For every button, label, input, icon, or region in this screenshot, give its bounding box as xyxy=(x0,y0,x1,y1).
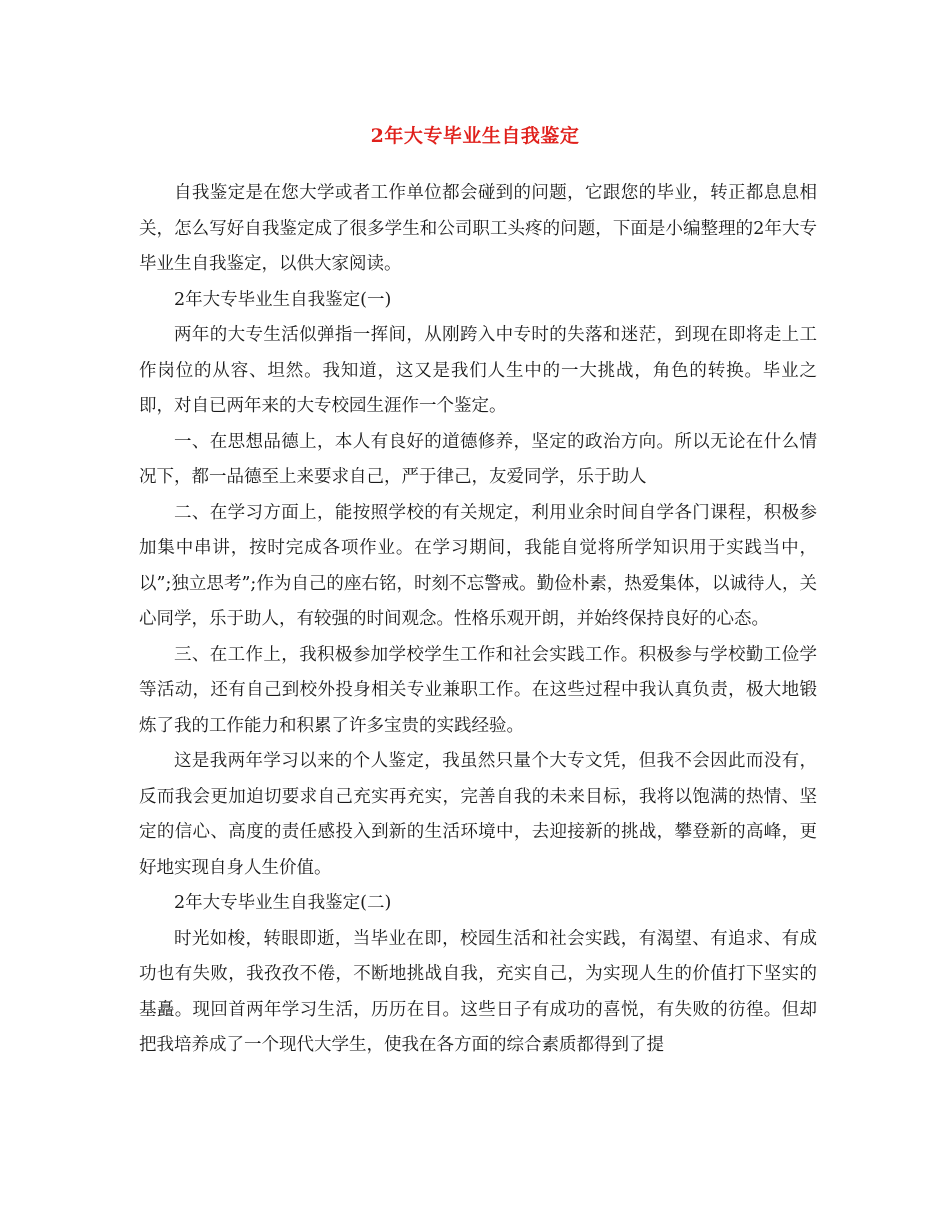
section-heading-1: 2年大专毕业生自我鉴定(一) xyxy=(174,289,392,310)
paragraph: 两年的大专生活似弹指一挥间，从刚跨入中专时的失落和迷茫，到现在即将走上工作岗位的从容、坦然。我知道，这又是我们人生中的一大挑战，角色的转换。毕业之即，对自已两年来的大专校园生涯作一个鉴定。 xyxy=(139,325,817,416)
paragraph: 时光如梭，转眼即逝，当毕业在即，校园生活和社会实践，有渴望、有追求、有成功也有失败，我孜孜不倦，不断地挑战自我，充实自己，为实现人生的价值打下坚实的基矗。现回首两年学习生活，历历在目。这些日子有成功的喜悦，有失败的彷徨。但却把我培养成了一个现代大学生，使我在各方面的综合素质都得到了提 xyxy=(139,928,817,1055)
page-title: 2年大专毕业生自我鉴定 xyxy=(370,125,580,147)
paragraph: 一、在思想品德上，本人有良好的道德修养，坚定的政治方向。所以无论在什么情况下，都一品德至上来要求自己，严于律己，友爱同学，乐于助人 xyxy=(139,431,817,487)
section-heading-2: 2年大专毕业生自我鉴定(二) xyxy=(174,893,392,913)
paragraph-intro: 自我鉴定是在您大学或者工作单位都会碰到的问题，它跟您的毕业，转正都息息相关，怎么写好自我鉴定成了很多学生和公司职工头疼的问题，下面是小编整理的2年大专毕业生自我鉴定，以供大家阅读。 xyxy=(139,183,817,274)
paragraph: 这是我两年学习以来的个人鉴定，我虽然只量个大专文凭，但我不会因此而没有，反而我会更加迫切要求自己充实再充实，完善自我的未来目标，我将以饱满的热情、坚定的信心、高度的责任感投入到新的生活环境中，去迎接新的挑战，攀登新的高峰，更好地实现自身人生价值。 xyxy=(139,751,817,878)
paragraph: 二、在学习方面上，能按照学校的有关规定，利用业余时间自学各门课程，积极参加集中串讲，按时完成各项作业。在学习期间，我能自觉将所学知识用于实践当中，以”;独立思考”;作为自己的座右铭，时刻不忘警戒。勤俭朴素，热爱集体，以诚待人，关心同学，乐于助人，有较强的时间观念。性格乐观开朗，并始终保持良好的心态。 xyxy=(139,502,817,629)
document-body xyxy=(139,176,817,1064)
paragraph: 三、在工作上，我积极参加学校学生工作和社会实践工作。积极参与学校勤工俭学等活动，还有自己到校外投身相关专业兼职工作。在这些过程中我认真负责，极大地锻炼了我的工作能力和积累了许多宝贵的实践经验。 xyxy=(139,644,817,736)
